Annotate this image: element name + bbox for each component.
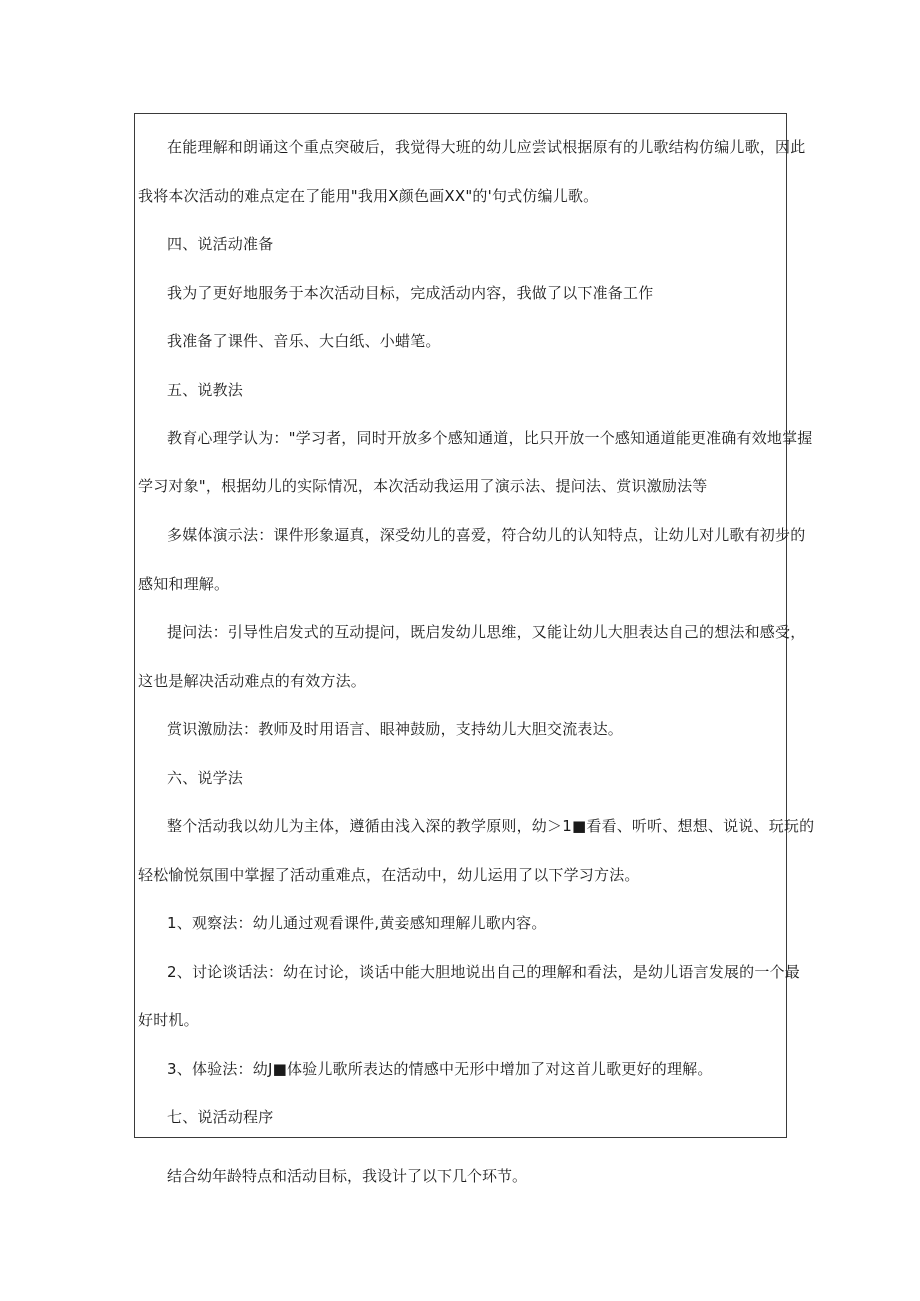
paragraph-line: 在能理解和朗诵这个重点突破后，我觉得大班的幼儿应尝试根据原有的儿歌结构仿编儿歌，因此 — [167, 138, 806, 156]
paragraph-line: 这也是解决活动难点的有效方法。 — [138, 672, 367, 690]
paragraph-line: 教育心理学认为："学习者，同时开放多个感知通道，比只开放一个感知通道能更准确有效地掌握 — [167, 429, 813, 447]
paragraph-line: 提问法：引导性启发式的互动提问，既启发幼儿思维，又能让幼儿大胆表达自己的想法和感受， — [167, 623, 806, 641]
section-heading: 六、说学法 — [167, 769, 244, 787]
list-item: 2、讨论谈话法：幼在讨论，谈话中能大胆地说出自己的理解和看法，是幼儿语言发展的一个最 — [167, 963, 800, 981]
paragraph-line: 感知和理解。 — [138, 575, 230, 593]
paragraph-line: 学习对象"，根据幼儿的实际情况，本次活动我运用了演示法、提问法、赏识激励法等 — [138, 477, 708, 495]
section-heading: 四、说活动准备 — [167, 235, 274, 253]
paragraph-line: 多媒体演示法：课件形象逼真，深受幼儿的喜爱，符合幼儿的认知特点，让幼儿对儿歌有初步的 — [167, 526, 806, 544]
paragraph-line: 我将本次活动的难点定在了能用"我用X颜色画XX"的'句式仿编儿歌。 — [138, 187, 599, 205]
paragraph-after-frame: 结合幼年龄特点和活动目标，我设计了以下几个环节。 — [167, 1167, 528, 1185]
paragraph-line: 轻松愉悦氛围中掌握了活动重难点，在活动中，幼儿运用了以下学习方法。 — [138, 866, 640, 884]
paragraph-line: 我准备了课件、音乐、大白纸、小蜡笔。 — [167, 332, 441, 350]
section-heading: 七、说活动程序 — [167, 1108, 274, 1126]
list-item: 3、体验法：幼J■体验儿歌所表达的情感中无形中增加了对这首儿歌更好的理解。 — [167, 1060, 713, 1078]
paragraph-line: 赏识激励法：教师及时用语言、眼神鼓励，支持幼儿大胆交流表达。 — [167, 720, 624, 738]
section-heading: 五、说教法 — [167, 381, 244, 399]
list-item: 1、观察法：幼儿通过观看课件,黄妾感知理解儿歌内容。 — [167, 914, 547, 932]
paragraph-line: 我为了更好地服务于本次活动目标，完成活动内容，我做了以下准备工作 — [167, 284, 654, 302]
paragraph-line: 整个活动我以幼儿为主体，遵循由浅入深的教学原则，幼＞1■看看、听听、想想、说说、玩玩的 — [167, 817, 815, 835]
paragraph-line: 好时机。 — [138, 1011, 199, 1029]
